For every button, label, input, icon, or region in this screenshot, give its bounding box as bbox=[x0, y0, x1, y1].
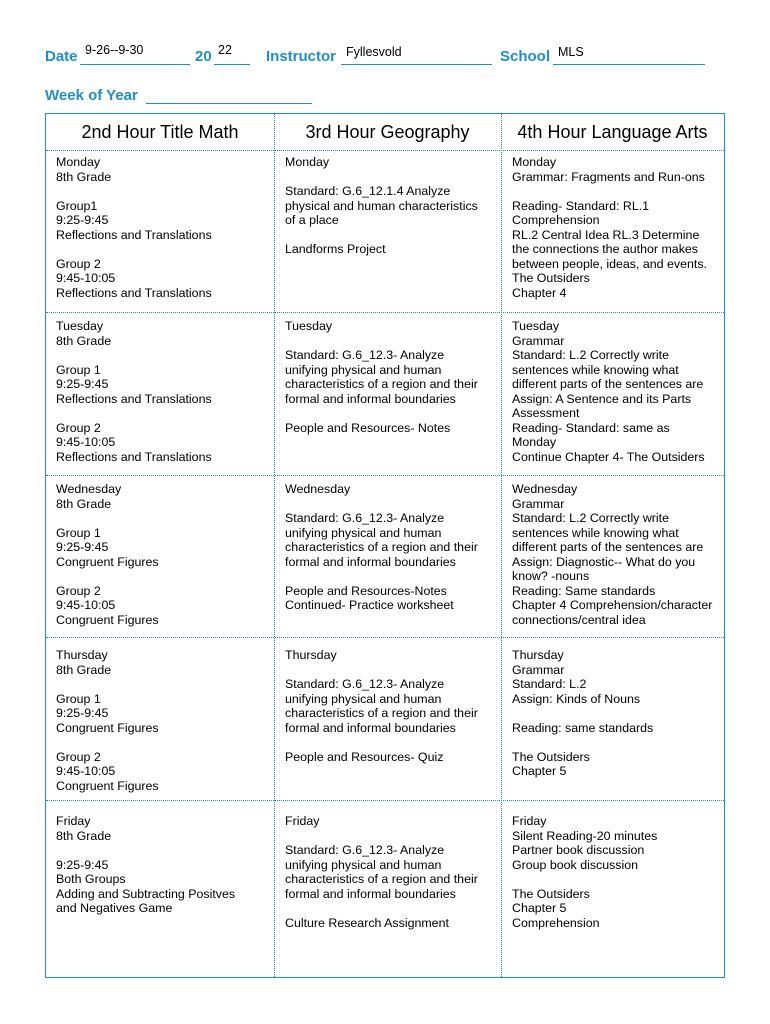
year-field-line bbox=[214, 64, 250, 65]
lesson-plan-grid bbox=[45, 113, 725, 978]
math-friday-cell[interactable]: Friday 8th Grade 9:25-9:45 Both Groups Adding and Subtracting Positves and Negatives Game bbox=[56, 814, 236, 915]
school-value[interactable]: MLS bbox=[558, 45, 584, 59]
year-value[interactable]: 22 bbox=[218, 43, 232, 57]
math-tuesday-cell[interactable]: Tuesday 8th Grade Group 1 9:25-9:45 Reflections and Translations Group 2 9:45-10:05 Reflections and Translations bbox=[56, 319, 212, 464]
year-label: 20 bbox=[195, 48, 212, 65]
geography-monday-cell[interactable]: Monday Standard: G.6_12.1.4 Analyze physical and human characteristics of a place Landforms Project bbox=[285, 155, 478, 256]
date-value[interactable]: 9-26--9-30 bbox=[85, 43, 144, 57]
geography-wednesday-cell[interactable]: Wednesday Standard: G.6_12.3- Analyze unifying physical and human characteristics of a region and their formal and informal boundaries People and Resources-Notes Continued- Practice worksheet bbox=[285, 482, 478, 612]
geography-thursday-cell[interactable]: Thursday Standard: G.6_12.3- Analyze unifying physical and human characteristics of a region and their formal and informal boundaries People and Resources- Quiz bbox=[285, 648, 478, 764]
column-divider bbox=[501, 114, 502, 977]
language-arts-wednesday-cell[interactable]: Wednesday Grammar Standard: L.2 Correctly write sentences while knowing what different parts of the sentences are Assign: Diagnostic-- What do you know? -nouns Reading: Same standards Chapter 4 Comprehension/character connections/central idea bbox=[512, 482, 713, 627]
row-divider bbox=[46, 312, 724, 313]
row-divider bbox=[46, 637, 724, 638]
math-monday-cell[interactable]: Monday 8th Grade Group1 9:25-9:45 Reflections and Translations Group 2 9:45-10:05 Reflections and Translations bbox=[56, 155, 212, 300]
week-of-year-label: Week of Year bbox=[45, 87, 138, 104]
language-arts-friday-cell[interactable]: Friday Silent Reading-20 minutes Partner book discussion Group book discussion The Outsiders Chapter 5 Comprehension bbox=[512, 814, 658, 930]
language-arts-monday-cell[interactable]: Monday Grammar: Fragments and Run-ons Reading- Standard: RL.1 Comprehension RL.2 Central Idea RL.3 Determine the connections the author makes between people, ideas, and events. The Outsiders Chapter 4 bbox=[512, 155, 707, 300]
week-of-year-field-line[interactable] bbox=[146, 103, 312, 104]
school-field-line bbox=[553, 64, 705, 65]
date-field-line bbox=[80, 64, 190, 65]
instructor-label: Instructor bbox=[266, 48, 337, 65]
math-thursday-cell[interactable]: Thursday 8th Grade Group 1 9:25-9:45 Congruent Figures Group 2 9:45-10:05 Congruent Figures bbox=[56, 648, 159, 793]
row-divider bbox=[46, 150, 724, 151]
language-arts-tuesday-cell[interactable]: Tuesday Grammar Standard: L.2 Correctly write sentences while knowing what different parts of the sentences are Assign: A Sentence and its Parts Assessment Reading- Standard: same as Monday Continue Chapter 4- The Outsiders bbox=[512, 319, 705, 464]
row-divider bbox=[46, 475, 724, 476]
instructor-value[interactable]: Fyllesvold bbox=[346, 45, 402, 59]
instructor-field-line bbox=[341, 64, 492, 65]
geography-friday-cell[interactable]: Friday Standard: G.6_12.3- Analyze unifying physical and human characteristics of a region and their formal and informal boundaries Culture Research Assignment bbox=[285, 814, 478, 930]
column-divider bbox=[274, 114, 275, 977]
math-wednesday-cell[interactable]: Wednesday 8th Grade Group 1 9:25-9:45 Congruent Figures Group 2 9:45-10:05 Congruent Figures bbox=[56, 482, 159, 627]
school-label: School bbox=[500, 48, 551, 65]
geography-column-title: 3rd Hour Geography bbox=[305, 122, 470, 142]
geography-tuesday-cell[interactable]: Tuesday Standard: G.6_12.3- Analyze unifying physical and human characteristics of a region and their formal and informal boundaries People and Resources- Notes bbox=[285, 319, 478, 435]
language-arts-column-title: 4th Hour Language Arts bbox=[517, 122, 708, 142]
language-arts-thursday-cell[interactable]: Thursday Grammar Standard: L.2 Assign: Kinds of Nouns Reading: same standards The Outsiders Chapter 5 bbox=[512, 648, 654, 778]
row-divider bbox=[46, 800, 724, 801]
math-column-title: 2nd Hour Title Math bbox=[81, 122, 239, 142]
date-label: Date bbox=[45, 48, 78, 65]
